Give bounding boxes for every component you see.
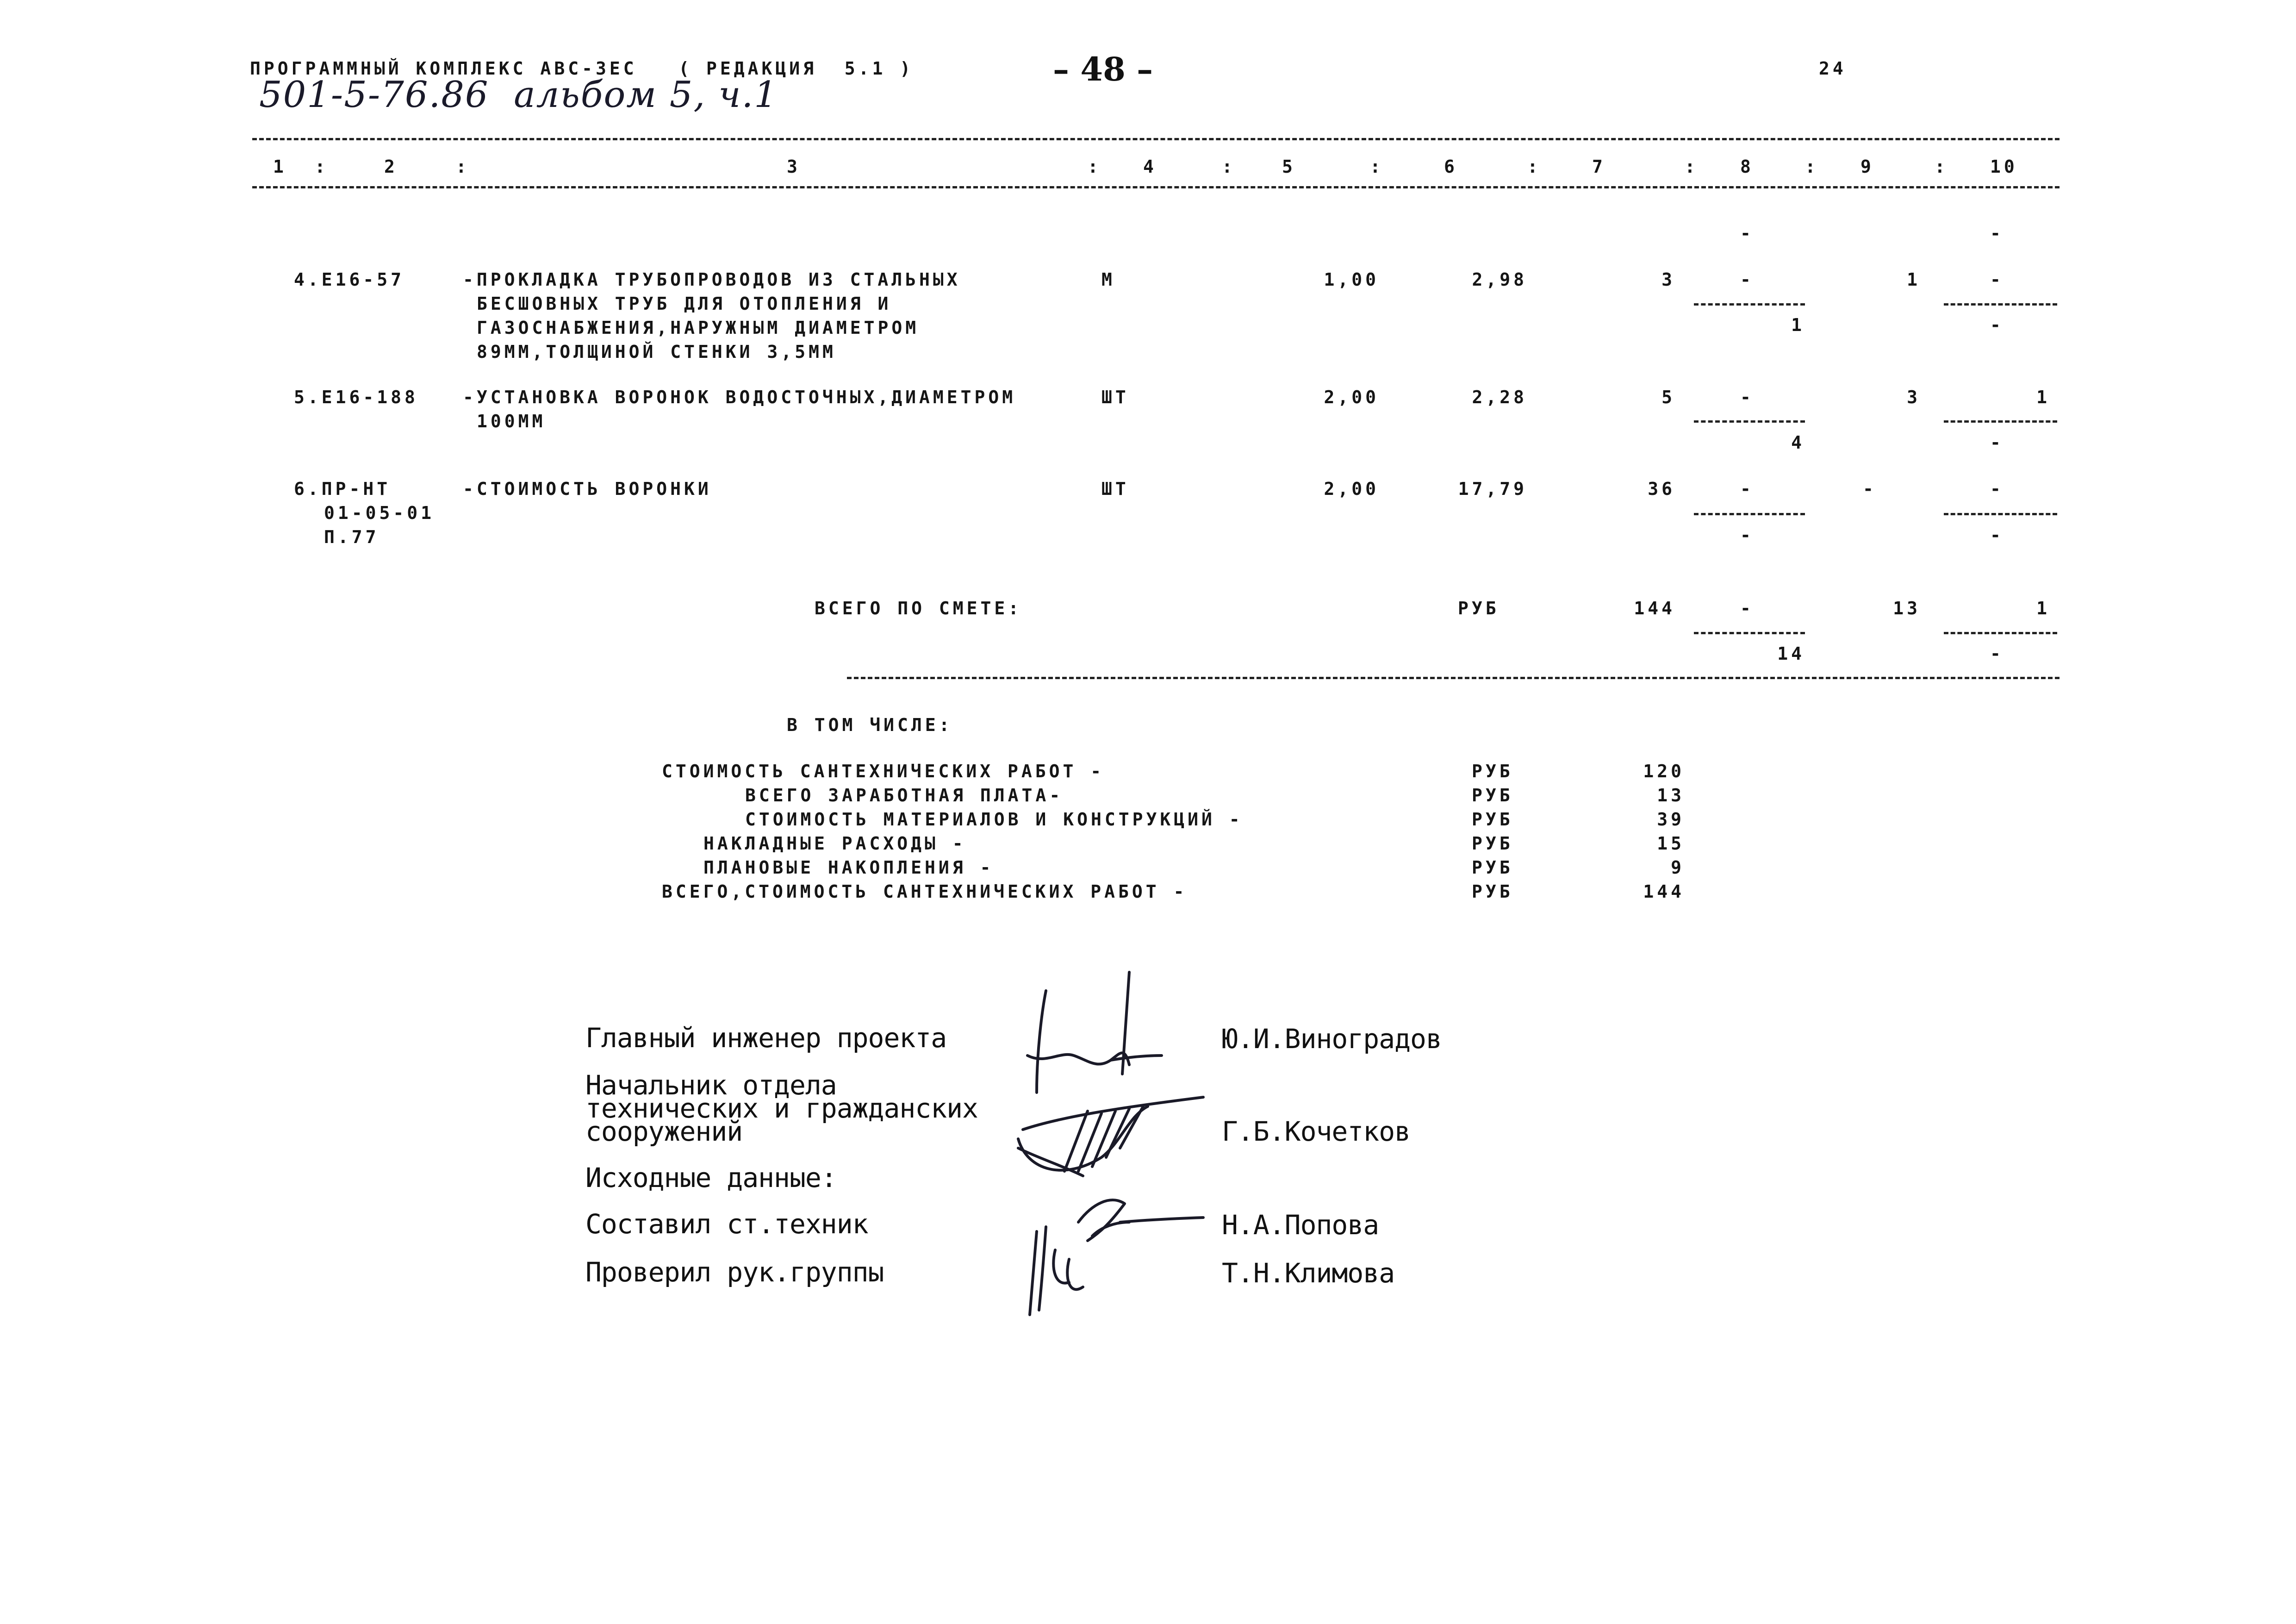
row-c10-top: - xyxy=(1990,269,2004,290)
row-desc-line: 100ММ xyxy=(477,411,546,431)
signature-stroke xyxy=(1039,1227,1046,1310)
breakdown-value: 9 xyxy=(1671,857,1685,878)
row-c9: - xyxy=(1863,479,1877,499)
signature-name: Г.Б.Кочетков xyxy=(1222,1116,1411,1147)
pre-mark-c8: - xyxy=(1740,223,1754,244)
row-c10-rule xyxy=(1944,420,2057,423)
row-c8-rule xyxy=(1694,303,1805,306)
total-c10-top: 1 xyxy=(2036,598,2050,618)
total-c10-rule xyxy=(1944,632,2057,634)
row-desc-line: 89ММ,ТОЛЩИНОЙ СТЕНКИ 3,5ММ xyxy=(477,342,836,362)
signature-name: Ю.И.Виноградов xyxy=(1222,1023,1442,1055)
total-value: 144 xyxy=(1634,598,1675,618)
breakdown-label: СТОИМОСТЬ САНТЕХНИЧЕСКИХ РАБОТ - xyxy=(662,761,1105,781)
breakdown-unit: РУБ xyxy=(1472,809,1513,830)
signature-stroke xyxy=(1037,991,1046,1093)
column-header-9: 9 xyxy=(1860,156,1874,177)
total-unit: РУБ xyxy=(1458,598,1500,618)
column-separator: : xyxy=(1935,156,1948,177)
row-c8-top: - xyxy=(1740,479,1754,499)
total-c8-top: - xyxy=(1740,598,1754,618)
row-c8-top: - xyxy=(1740,269,1754,290)
breakdown-value: 120 xyxy=(1643,761,1685,781)
row-price: 2,98 xyxy=(1472,269,1527,290)
row-c8-top: - xyxy=(1740,387,1754,407)
column-header-2: 2 xyxy=(384,156,398,177)
signature-stroke xyxy=(1120,1218,1203,1222)
row-id-line: 01-05-01 xyxy=(324,503,435,523)
signature-stroke xyxy=(1030,1231,1037,1315)
row-desc-line: ГАЗОСНАБЖЕНИЯ,НАРУЖНЫМ ДИАМЕТРОМ xyxy=(477,318,920,338)
row-c8-bottom: 1 xyxy=(1791,315,1805,335)
row-id-line: П.77 xyxy=(324,527,380,547)
sheet-number: 24 xyxy=(1819,58,1847,79)
row-total: 5 xyxy=(1661,387,1675,407)
column-separator: : xyxy=(456,156,470,177)
column-header-4: 4 xyxy=(1143,156,1157,177)
row-id: 6.ПР-НТ xyxy=(294,479,391,499)
row-desc-line: -УСТАНОВКА ВОРОНОК ВОДОСТОЧНЫХ,ДИАМЕТРОМ xyxy=(463,387,1016,407)
signature-name: Н.А.Попова xyxy=(1222,1209,1379,1241)
row-c10-bottom: - xyxy=(1990,525,2004,545)
row-unit: ШТ xyxy=(1101,387,1129,407)
breakdown-unit: РУБ xyxy=(1472,857,1513,878)
signature-stroke xyxy=(1078,1200,1125,1241)
row-c8-bottom: 4 xyxy=(1791,432,1805,453)
row-total: 36 xyxy=(1648,479,1675,499)
row-desc-line: -СТОИМОСТЬ ВОРОНКИ xyxy=(463,479,712,499)
program-title: ПРОГРАММНЫЙ КОМПЛЕКС АВС-3ЕС ( РЕДАКЦИЯ 5.1 ) xyxy=(250,58,914,79)
column-header-6: 6 xyxy=(1444,156,1458,177)
breakdown-value: 39 xyxy=(1657,809,1685,830)
row-c8-rule xyxy=(1694,513,1805,515)
signature-role: технических и гражданских xyxy=(585,1093,978,1124)
column-header-7: 7 xyxy=(1592,156,1606,177)
signature-role: Составил ст.техник xyxy=(585,1208,868,1240)
breakdown-label: ВСЕГО ЗАРАБОТНАЯ ПЛАТА- xyxy=(745,785,1064,806)
breakdown-value: 15 xyxy=(1657,833,1685,854)
row-unit: ШТ xyxy=(1101,479,1129,499)
row-price: 2,28 xyxy=(1472,387,1527,407)
row-c10-bottom: - xyxy=(1990,315,2004,335)
row-c9: 1 xyxy=(1907,269,1921,290)
total-bottom-rule xyxy=(847,677,2060,679)
breakdown-value: 144 xyxy=(1643,881,1685,902)
breakdown-label: ПЛАНОВЫЕ НАКОПЛЕНИЯ - xyxy=(703,857,994,878)
column-header-8: 8 xyxy=(1740,156,1754,177)
row-price: 17,79 xyxy=(1458,479,1527,499)
handwritten-signatures xyxy=(1009,963,1324,1324)
total-c9: 13 xyxy=(1893,598,1921,618)
signature-stroke xyxy=(1067,1259,1083,1289)
breakdown-unit: РУБ xyxy=(1472,785,1513,806)
signature-name: Т.Н.Климова xyxy=(1222,1257,1395,1289)
row-id: 4.Е16-57 xyxy=(294,269,405,290)
total-c8-bottom: 14 xyxy=(1777,643,1805,664)
row-c10-bottom: - xyxy=(1990,432,2004,453)
signature-role: сооружений xyxy=(585,1116,743,1147)
signature-role: Проверил рук.группы xyxy=(585,1256,884,1288)
column-separator: : xyxy=(1088,156,1101,177)
breakdown-unit: РУБ xyxy=(1472,833,1513,854)
column-separator: : xyxy=(315,156,329,177)
breakdown-label: СТОИМОСТЬ МАТЕРИАЛОВ И КОНСТРУКЦИЙ - xyxy=(745,809,1243,830)
row-unit: М xyxy=(1101,269,1115,290)
row-qty: 1,00 xyxy=(1324,269,1379,290)
column-separator: : xyxy=(1222,156,1236,177)
row-c8-rule xyxy=(1694,420,1805,423)
column-separator: : xyxy=(1527,156,1541,177)
signature-role: Начальник отдела xyxy=(585,1069,837,1101)
column-header-5: 5 xyxy=(1282,156,1296,177)
signature-role: Главный инженер проекта xyxy=(585,1022,947,1054)
breakdown-value: 13 xyxy=(1657,785,1685,806)
row-c10-top: 1 xyxy=(2036,387,2050,407)
signature-role: Исходные данные: xyxy=(585,1162,837,1193)
row-desc-line: -ПРОКЛАДКА ТРУБОПРОВОДОВ ИЗ СТАЛЬНЫХ xyxy=(463,269,961,290)
row-qty: 2,00 xyxy=(1324,387,1379,407)
row-c10-top: - xyxy=(1990,479,2004,499)
column-header-1: 1 xyxy=(273,156,287,177)
row-qty: 2,00 xyxy=(1324,479,1379,499)
total-c8-rule xyxy=(1694,632,1805,634)
signature-stroke xyxy=(1018,1148,1083,1176)
row-total: 3 xyxy=(1661,269,1675,290)
row-c10-rule xyxy=(1944,303,2057,306)
column-header-10: 10 xyxy=(1990,156,2018,177)
column-separator: : xyxy=(1370,156,1384,177)
handwritten-reference: 501-5-76.86 альбом 5, ч.1 xyxy=(259,74,778,116)
row-c10-rule xyxy=(1944,513,2057,515)
row-id: 5.Е16-188 xyxy=(294,387,418,407)
breakdown-label: ВСЕГО,СТОИМОСТЬ САНТЕХНИЧЕСКИХ РАБОТ - xyxy=(662,881,1188,902)
signature-stroke xyxy=(1111,1056,1162,1060)
breakdown-heading: В ТОМ ЧИСЛЕ: xyxy=(787,715,953,735)
column-separator: : xyxy=(1685,156,1699,177)
page-number: – 48 – xyxy=(1053,50,1153,88)
pre-mark-c10: - xyxy=(1990,223,2004,244)
row-desc-line: БЕСШОВНЫХ ТРУБ ДЛЯ ОТОПЛЕНИЯ И xyxy=(477,294,892,314)
column-header-3: 3 xyxy=(787,156,801,177)
breakdown-label: НАКЛАДНЫЕ РАСХОДЫ - xyxy=(703,833,966,854)
total-label: ВСЕГО ПО СМЕТЕ: xyxy=(815,598,1022,618)
column-separator: : xyxy=(1805,156,1819,177)
row-c9: 3 xyxy=(1907,387,1921,407)
column-header-rule xyxy=(252,186,2060,188)
total-c10-bottom: - xyxy=(1990,643,2004,664)
breakdown-unit: РУБ xyxy=(1472,881,1513,902)
breakdown-unit: РУБ xyxy=(1472,761,1513,781)
row-c8-bottom: - xyxy=(1740,525,1754,545)
table-top-rule xyxy=(252,138,2060,140)
